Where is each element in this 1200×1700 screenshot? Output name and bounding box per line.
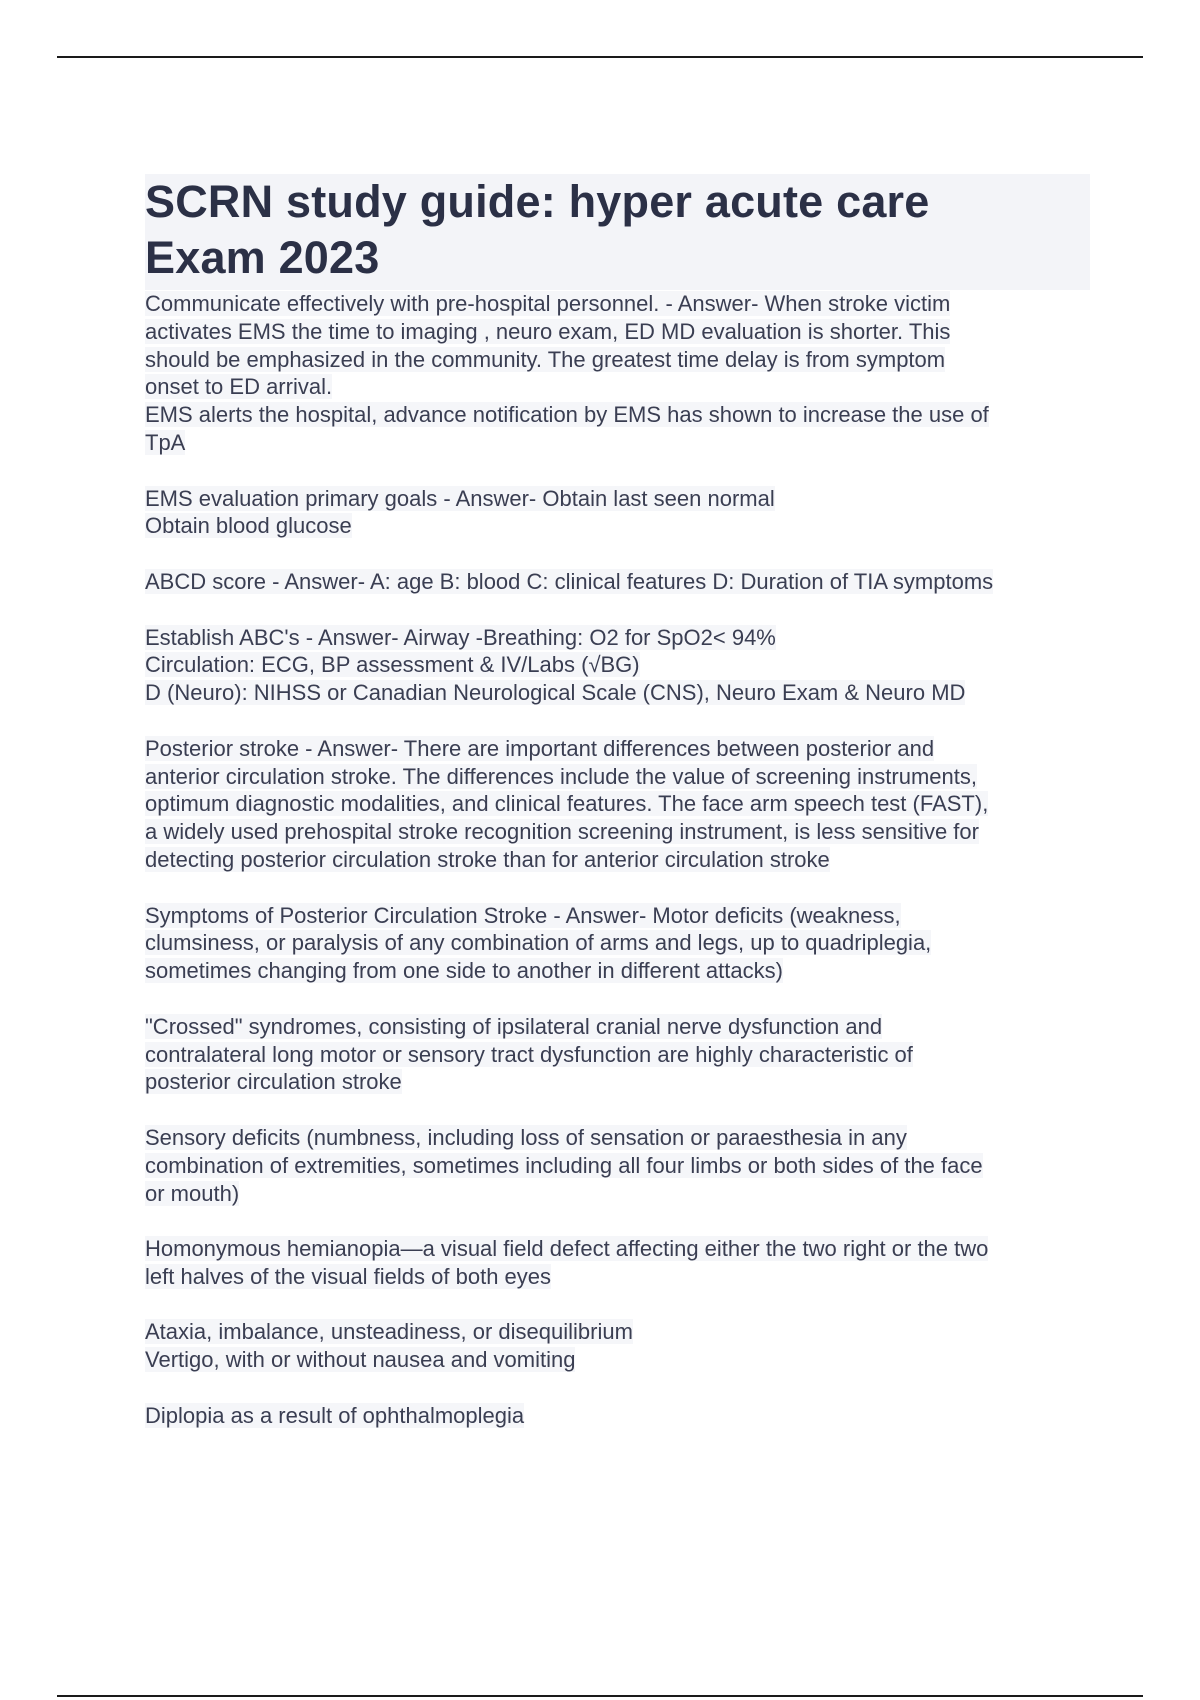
line-text: optimum diagnostic modalities, and clinical features. The face arm speech test (FAST), — [145, 791, 989, 817]
qa-paragraph — [145, 1013, 1090, 1096]
qa-paragraph — [145, 485, 1090, 541]
paragraph-line — [145, 290, 1090, 318]
paragraph-line — [145, 763, 1090, 791]
paragraph-line — [145, 1235, 1090, 1263]
paragraph-line — [145, 568, 1090, 596]
qa-paragraph — [145, 1124, 1090, 1207]
paragraph-line — [145, 902, 1090, 930]
paragraph-line — [145, 679, 1090, 707]
paragraph-line — [145, 318, 1090, 346]
qa-paragraph — [145, 568, 1090, 596]
line-text: Symptoms of Posterior Circulation Stroke - Answer- Motor deficits (weakness, — [145, 902, 901, 928]
qa-paragraph — [145, 735, 1090, 874]
line-text: activates EMS the time to imaging , neuro exam, ED MD evaluation is shorter. This — [145, 318, 951, 344]
line-text: contralateral long motor or sensory tract dysfunction are highly characteristic of — [145, 1041, 913, 1067]
line-text: combination of extremities, sometimes including all four limbs or both sides of the face — [145, 1152, 983, 1178]
line-text: Communicate effectively with pre-hospital personnel. - Answer- When stroke victim — [145, 291, 951, 316]
document-title — [145, 174, 1090, 290]
paragraph-line — [145, 1346, 1090, 1374]
qa-paragraph — [145, 902, 1090, 985]
line-text: posterior circulation stroke — [145, 1069, 402, 1095]
paragraph-line — [145, 1152, 1090, 1180]
line-text: anterior circulation stroke. The differences include the value of screening instruments, — [145, 763, 977, 789]
line-text: EMS alerts the hospital, advance notification by EMS has shown to increase the use of — [145, 402, 989, 428]
line-text: onset to ED arrival. — [145, 374, 333, 400]
line-text: clumsiness, or paralysis of any combination of arms and legs, up to quadriplegia, — [145, 930, 932, 956]
paragraph-line — [145, 1068, 1090, 1096]
paragraph-line — [145, 512, 1090, 540]
paragraph-line — [145, 1402, 1090, 1430]
line-text: sometimes changing from one side to another in different attacks) — [145, 958, 783, 984]
paragraph-line — [145, 818, 1090, 846]
line-text: left halves of the visual fields of both eyes — [145, 1263, 552, 1289]
paragraph-line — [145, 1318, 1090, 1346]
paragraph-line — [145, 1180, 1090, 1208]
paragraph-line — [145, 1263, 1090, 1291]
qa-paragraph — [145, 1402, 1090, 1430]
title-line: Exam 2023 — [145, 232, 380, 283]
line-text: Vertigo, with or without nausea and vomiting — [145, 1347, 576, 1373]
line-text: Homonymous hemianopia—a visual field defect affecting either the two right or the two — [145, 1236, 989, 1262]
line-text: detecting posterior circulation stroke than for anterior circulation stroke — [145, 846, 830, 872]
line-text: TpA — [145, 429, 186, 455]
line-text: Posterior stroke - Answer- There are important differences between posterior and — [145, 735, 935, 761]
paragraph-line — [145, 957, 1090, 985]
line-text: or mouth) — [145, 1180, 240, 1206]
paragraph-line — [145, 1041, 1090, 1069]
paragraph-line — [145, 624, 1090, 652]
line-text: Establish ABC's - Answer- Airway -Breathing: O2 for SpO2< 94% — [145, 624, 776, 650]
line-text: EMS evaluation primary goals - Answer- Obtain last seen normal — [145, 485, 775, 511]
paragraph-line — [145, 346, 1090, 374]
qa-list — [145, 290, 1090, 1430]
document-body — [145, 174, 1090, 1457]
qa-paragraph — [145, 1318, 1090, 1374]
paragraph-line — [145, 401, 1090, 429]
qa-paragraph — [145, 1235, 1090, 1291]
title-line: SCRN study guide: hyper acute care — [145, 176, 930, 227]
qa-paragraph — [145, 624, 1090, 707]
line-text: should be emphasized in the community. The greatest time delay is from symptom — [145, 346, 946, 372]
qa-paragraph — [145, 290, 1090, 457]
line-text: ABCD score - Answer- A: age B: blood C: clinical features D: Duration of TIA symptoms — [145, 568, 994, 594]
top-rule — [57, 56, 1143, 58]
paragraph-line — [145, 1013, 1090, 1041]
line-text: Sensory deficits (numbness, including loss of sensation or paraesthesia in any — [145, 1124, 907, 1150]
paragraph-line — [145, 373, 1090, 401]
paragraph-line — [145, 651, 1090, 679]
line-text: Circulation: ECG, BP assessment & IV/Labs (√BG) — [145, 652, 640, 678]
line-text: Obtain blood glucose — [145, 513, 352, 539]
paragraph-line — [145, 485, 1090, 513]
line-text: a widely used prehospital stroke recognition screening instrument, is less sensitive for — [145, 819, 979, 845]
line-text: Diplopia as a result of ophthalmoplegia — [145, 1402, 525, 1428]
line-text: "Crossed" syndromes, consisting of ipsilateral cranial nerve dysfunction and — [145, 1013, 883, 1039]
paragraph-line — [145, 429, 1090, 457]
paragraph-line — [145, 790, 1090, 818]
line-text: Ataxia, imbalance, unsteadiness, or disequilibrium — [145, 1319, 633, 1345]
paragraph-line — [145, 929, 1090, 957]
bottom-rule — [57, 1695, 1143, 1697]
paragraph-line — [145, 846, 1090, 874]
paragraph-line — [145, 1124, 1090, 1152]
line-text: D (Neuro): NIHSS or Canadian Neurological Scale (CNS), Neuro Exam & Neuro MD — [145, 680, 966, 706]
paragraph-line — [145, 735, 1090, 763]
